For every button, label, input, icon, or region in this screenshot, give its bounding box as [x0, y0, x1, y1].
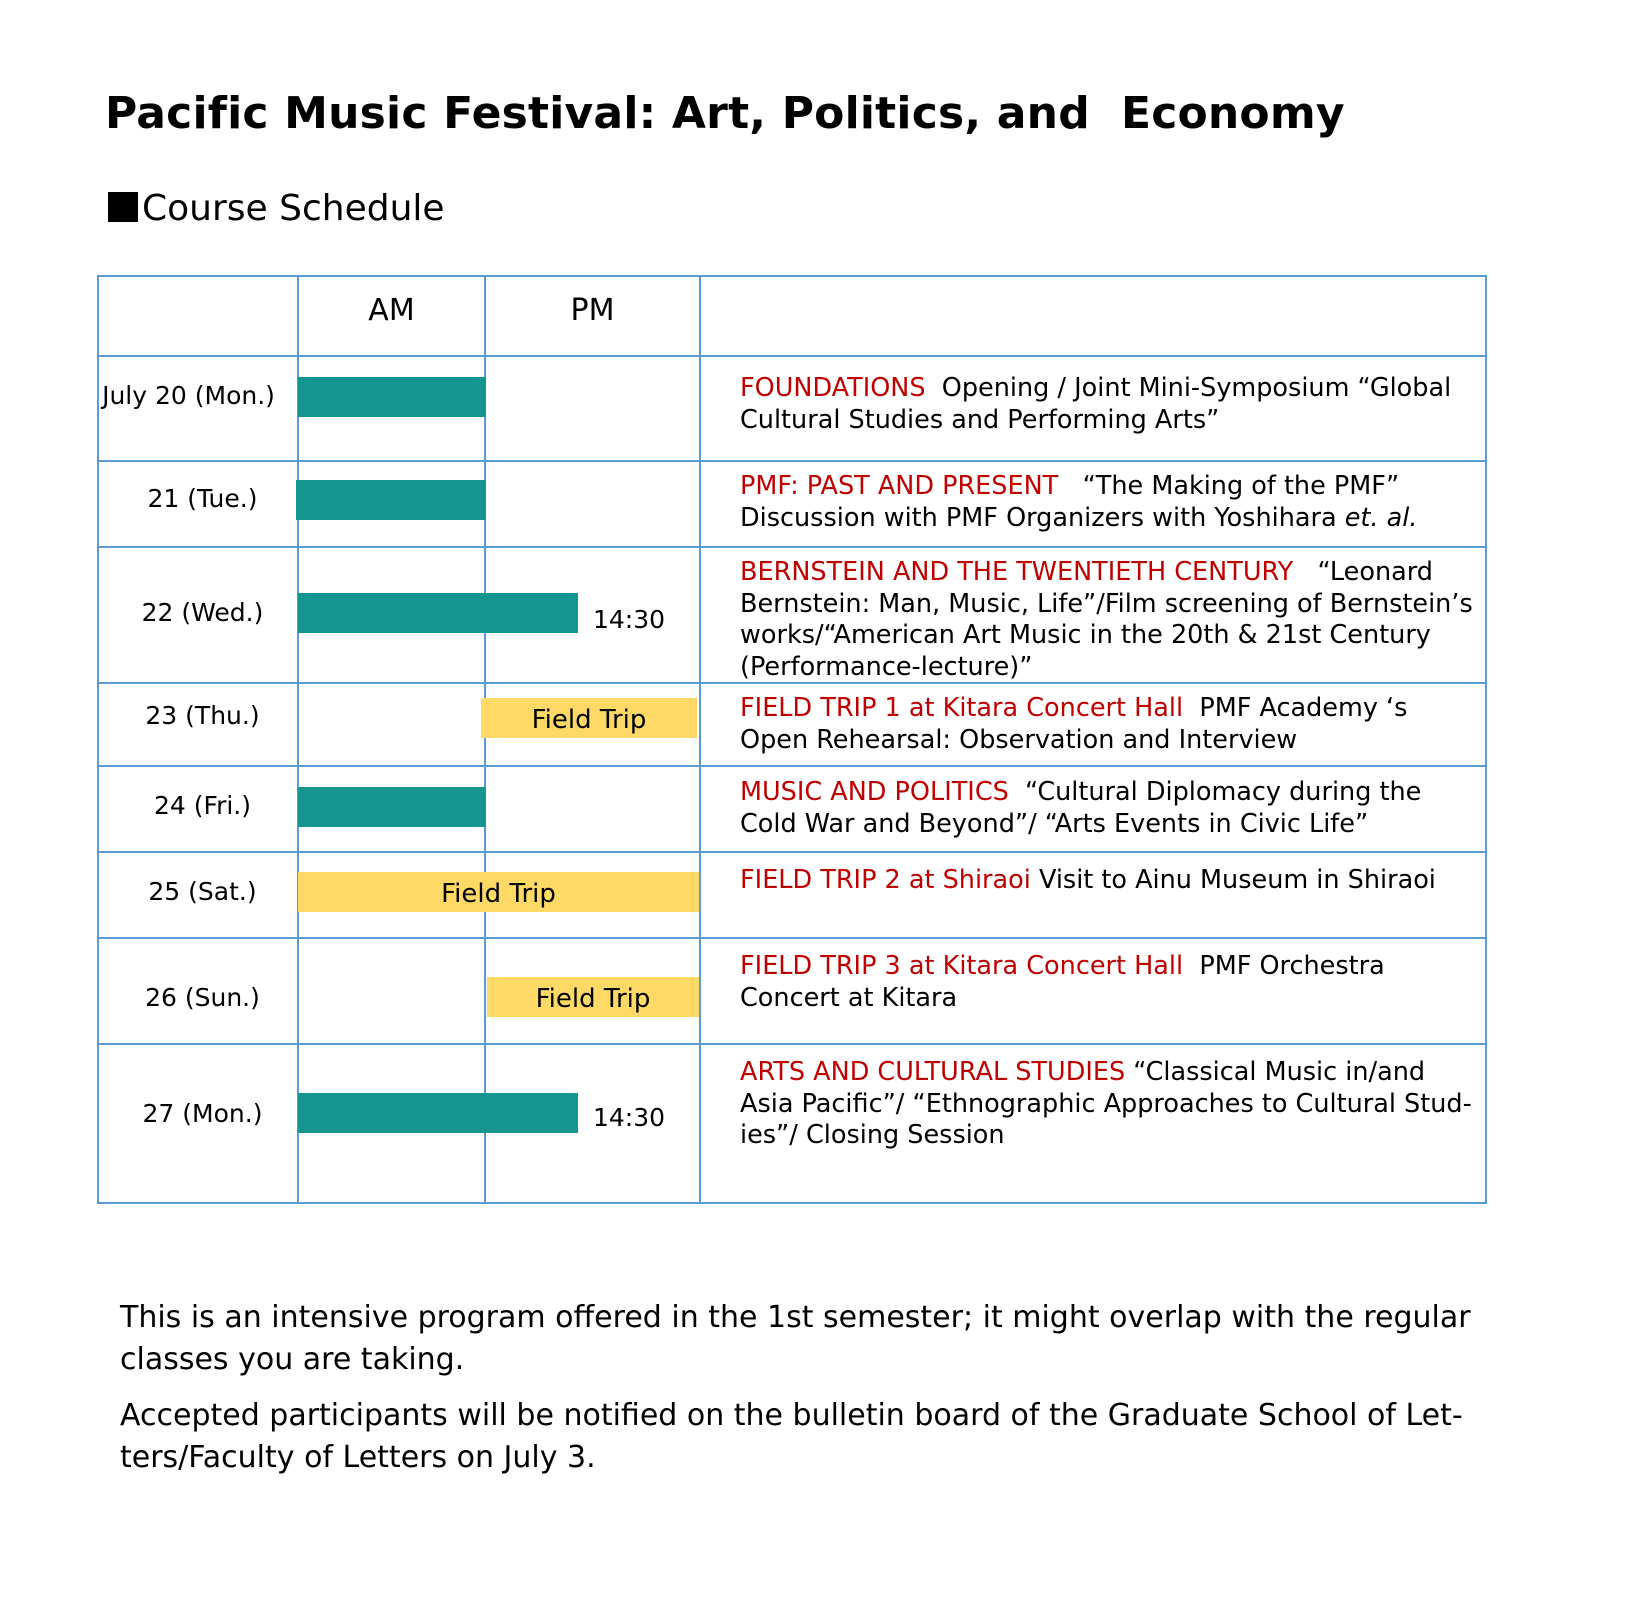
grid-line-row: [99, 937, 1485, 939]
class-session-bar: [298, 787, 486, 827]
day-description: [740, 557, 1477, 683]
page-title: Pacific Music Festival: Art, Politics, and Economy: [105, 88, 1345, 139]
topic-details: PMF Academy ‘s Open Rehearsal: Observation and Interview: [740, 693, 1408, 755]
day-label: 23 (Thu.): [145, 701, 260, 730]
section-heading: [108, 188, 445, 229]
class-session-bar: [298, 593, 578, 633]
topic-details: “Cultural Diplomacy during the Cold War and Beyond”/ “Arts Events in Civic Life”: [740, 777, 1422, 839]
topic-details-italic: et. al.: [1344, 502, 1418, 533]
day-description: [740, 1057, 1477, 1152]
topic-title: FOUNDATIONS: [740, 373, 926, 403]
section-heading-text: Course Schedule: [142, 188, 445, 229]
topic-details: Visit to Ainu Museum in Shiraoi: [1038, 865, 1436, 895]
field-trip-bar: Field Trip: [298, 872, 699, 912]
day-description: [740, 693, 1477, 756]
grid-line-row: [99, 1043, 1485, 1045]
topic-title: FIELD TRIP 1 at Kitara Concert Hall: [740, 693, 1184, 723]
topic-title: PMF: PAST AND PRESENT: [740, 471, 1059, 501]
field-trip-bar: Field Trip: [481, 698, 697, 738]
day-description: [740, 373, 1477, 436]
grid-line-header: [99, 355, 1485, 357]
column-header-am: AM: [368, 293, 415, 328]
day-label: 26 (Sun.): [145, 983, 260, 1012]
topic-details: Opening / Joint Mini-Symposium “Global Cultural Studies and Performing Arts”: [740, 373, 1452, 435]
day-description: [740, 865, 1477, 897]
topic-details: “Classical Music in/and Asia Pacific”/ “Ethnographic Approaches to Cultural Stud-ies”/ Closing Session: [740, 1057, 1472, 1150]
grid-line-row: [99, 546, 1485, 548]
day-label: 22 (Wed.): [141, 598, 264, 627]
topic-title: MUSIC AND POLITICS: [740, 777, 1009, 807]
square-bullet-icon: [108, 192, 138, 222]
day-description: [740, 471, 1477, 534]
course-schedule-table: [97, 275, 1487, 1204]
day-description: [740, 951, 1477, 1014]
day-label: July 20 (Mon.): [102, 381, 275, 410]
topic-details: PMF Orchestra Concert at Kitara: [740, 951, 1385, 1013]
session-end-time: 14:30: [593, 1103, 666, 1132]
day-label: 25 (Sat.): [148, 877, 257, 906]
program-note: This is an intensive program offered in the 1st semester; it might overlap with the regular classes you are taking.: [120, 1300, 1471, 1377]
topic-title: BERNSTEIN AND THE TWENTIETH CENTURY: [740, 557, 1294, 587]
grid-line-row: [99, 851, 1485, 853]
class-session-bar: [298, 1093, 578, 1133]
column-header-pm: PM: [570, 293, 615, 328]
day-label: 21 (Tue.): [147, 484, 258, 513]
grid-line-row: [99, 765, 1485, 767]
day-description: [740, 777, 1477, 840]
topic-title: FIELD TRIP 3 at Kitara Concert Hall: [740, 951, 1184, 981]
topic-details: “The Making of the PMF” Discussion with PMF Organizers with Yoshihara: [740, 471, 1400, 533]
day-label: 27 (Mon.): [142, 1099, 263, 1128]
topic-title: ARTS AND CULTURAL STUDIES: [740, 1057, 1126, 1087]
topic-title: FIELD TRIP 2 at Shiraoi: [740, 865, 1031, 895]
session-end-time: 14:30: [593, 605, 666, 634]
class-session-bar: [296, 480, 486, 520]
grid-line-row: [99, 460, 1485, 462]
class-session-bar: [298, 377, 486, 417]
grid-line-description-column: [699, 277, 701, 1202]
notification-note: Accepted participants will be notified on the bulletin board of the Graduate School of Let-ters/Faculty of Letters on July 3.: [120, 1398, 1463, 1475]
day-label: 24 (Fri.): [154, 791, 251, 820]
topic-details: “Leonard Bernstein: Man, Music, Life”/Film screening of Bernstein’s works/“American Art Music in the 20th & 21st Century (Performance-lecture)”: [740, 557, 1473, 682]
field-trip-bar: Field Trip: [487, 977, 699, 1017]
